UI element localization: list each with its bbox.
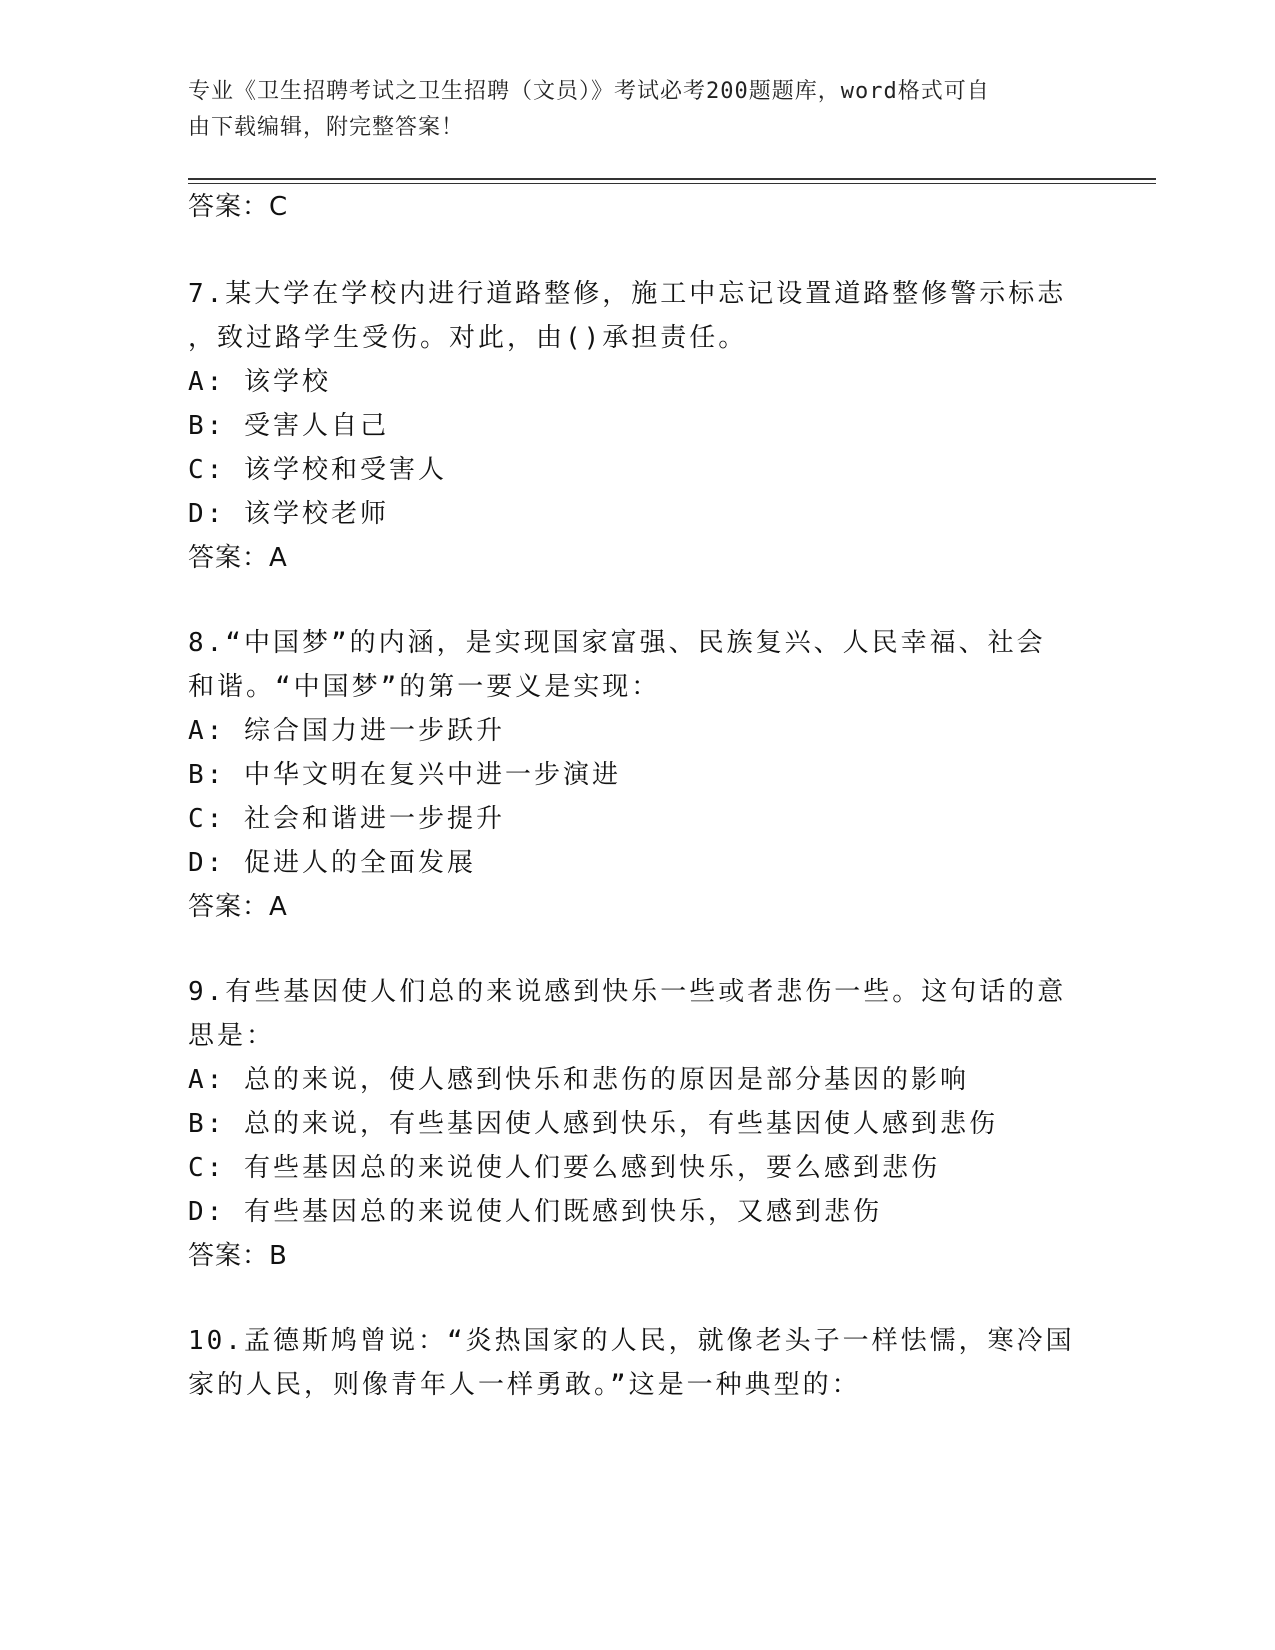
q8-answer: 答案：A [188, 892, 288, 922]
header-rule-thin [188, 183, 1156, 184]
answer-previous: 答案：C [188, 192, 289, 222]
q8-stem-line-2: 和谐。“中国梦”的第一要义是实现： [188, 672, 661, 702]
q8-option-d: D: 促进人的全面发展 [188, 848, 476, 878]
q9-stem-line-2: 思是： [188, 1021, 276, 1051]
q10-stem-line-1: 10.孟德斯鸠曾说：“炎热国家的人民，就像老头子一样怯懦，寒冷国 [188, 1326, 1075, 1356]
q7-stem-line-2: ，致过路学生受伤。对此，由()承担责任。 [188, 323, 748, 353]
q9-option-a: A: 总的来说，使人感到快乐和悲伤的原因是部分基因的影响 [188, 1065, 969, 1095]
header-line-2: 由下载编辑，附完整答案！ [188, 115, 465, 140]
q10-stem-line-2: 家的人民，则像青年人一样勇敢。”这是一种典型的： [188, 1370, 861, 1400]
document-header [188, 74, 1088, 146]
q9-stem-line-1: 9.有些基因使人们总的来说感到快乐一些或者悲伤一些。这句话的意 [188, 977, 1067, 1007]
q7-option-b: B: 受害人自己 [188, 411, 389, 441]
q9-option-c: C: 有些基因总的来说使人们要么感到快乐，要么感到悲伤 [188, 1153, 940, 1183]
q9-answer: 答案：B [188, 1241, 288, 1271]
q7-option-c: C: 该学校和受害人 [188, 455, 447, 485]
q7-stem-line-1: 7.某大学在学校内进行道路整修，施工中忘记设置道路整修警示标志 [188, 279, 1067, 309]
q7-option-d: D: 该学校老师 [188, 499, 389, 529]
q9-option-b: B: 总的来说，有些基因使人感到快乐，有些基因使人感到悲伤 [188, 1109, 998, 1139]
header-rule-thick [188, 178, 1156, 180]
q8-option-b: B: 中华文明在复兴中进一步演进 [188, 760, 621, 790]
q7-answer: 答案：A [188, 543, 288, 573]
q8-option-a: A: 综合国力进一步跃升 [188, 716, 505, 746]
q8-stem-line-1: 8.“中国梦”的内涵，是实现国家富强、民族复兴、人民幸福、社会 [188, 628, 1046, 658]
q7-option-a: A: 该学校 [188, 367, 331, 397]
header-line-1: 专业《卫生招聘考试之卫生招聘（文员）》考试必考200题题库，word格式可自 [188, 79, 990, 104]
q8-option-c: C: 社会和谐进一步提升 [188, 804, 505, 834]
q9-option-d: D: 有些基因总的来说使人们既感到快乐，又感到悲伤 [188, 1197, 882, 1227]
